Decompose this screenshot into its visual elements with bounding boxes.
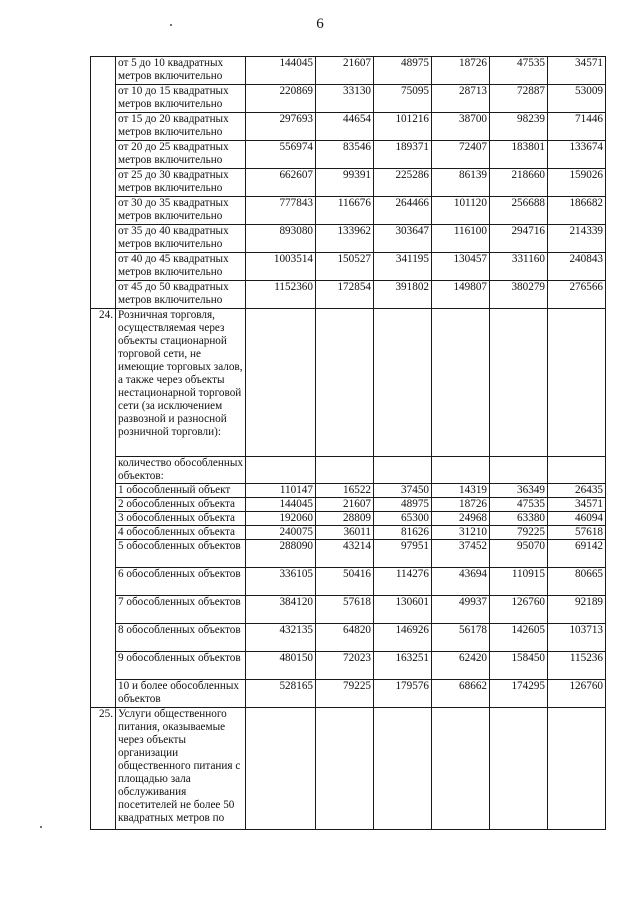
value-cell: 34571 [548,498,606,512]
empty-cell [548,309,606,457]
value-cell: 49937 [432,596,490,624]
row-label: 1 обособленный объект [116,484,246,498]
row-label: от 5 до 10 квадратных метров включительно [116,57,246,85]
table-row [91,57,606,85]
value-cell: 662607 [246,169,316,197]
value-cell: 48975 [374,498,432,512]
row-label: 5 обособленных объектов [116,540,246,568]
empty-cell [316,708,374,830]
value-cell: 303647 [374,225,432,253]
value-cell: 174295 [490,680,548,708]
value-cell: 149807 [432,281,490,309]
table-row [91,596,606,624]
value-cell: 36011 [316,526,374,540]
value-cell: 14319 [432,484,490,498]
value-cell: 133962 [316,225,374,253]
value-cell: 83546 [316,141,374,169]
value-cell: 384120 [246,596,316,624]
value-cell: 144045 [246,57,316,85]
table-row [91,568,606,596]
value-cell: 341195 [374,253,432,281]
value-cell: 98239 [490,113,548,141]
row-label: от 35 до 40 квадратных метров включительно [116,225,246,253]
value-cell: 336105 [246,568,316,596]
value-cell: 142605 [490,624,548,652]
table-row [91,526,606,540]
value-cell: 43214 [316,540,374,568]
value-cell: 53009 [548,85,606,113]
value-cell: 79225 [316,680,374,708]
row-label: 7 обособленных объектов [116,596,246,624]
value-cell: 432135 [246,624,316,652]
row-label: от 15 до 20 квадратных метров включительно [116,113,246,141]
empty-cell [246,708,316,830]
table-row [91,141,606,169]
value-cell: 214339 [548,225,606,253]
value-cell: 163251 [374,652,432,680]
value-cell: 556974 [246,141,316,169]
value-cell: 192060 [246,512,316,526]
value-cell: 72407 [432,141,490,169]
value-cell: 64820 [316,624,374,652]
value-cell: 26435 [548,484,606,498]
value-cell: 126760 [490,596,548,624]
value-cell: 146926 [374,624,432,652]
row-label: 4 обособленных объекта [116,526,246,540]
value-cell: 115236 [548,652,606,680]
empty-cell [246,309,316,457]
table-body [91,57,606,830]
value-cell: 56178 [432,624,490,652]
empty-cell [374,708,432,830]
value-cell: 79225 [490,526,548,540]
value-cell: 43694 [432,568,490,596]
value-cell: 46094 [548,512,606,526]
value-cell: 777843 [246,197,316,225]
value-cell: 110915 [490,568,548,596]
value-cell: 33130 [316,85,374,113]
value-cell: 71446 [548,113,606,141]
row-label: от 25 до 30 квадратных метров включительно [116,169,246,197]
empty-cell [548,708,606,830]
value-cell: 81626 [374,526,432,540]
table-row [91,457,606,484]
value-cell: 528165 [246,680,316,708]
value-cell: 179576 [374,680,432,708]
value-cell: 18726 [432,498,490,512]
value-cell: 57618 [548,526,606,540]
tariff-table [90,56,606,830]
table-row [91,253,606,281]
value-cell: 218660 [490,169,548,197]
value-cell: 99391 [316,169,374,197]
row-label: 2 обособленных объекта [116,498,246,512]
empty-cell [490,309,548,457]
value-cell: 37452 [432,540,490,568]
value-cell: 1003514 [246,253,316,281]
row-label: от 20 до 25 квадратных метров включительно [116,141,246,169]
value-cell: 86139 [432,169,490,197]
value-cell: 21607 [316,57,374,85]
value-cell: 159026 [548,169,606,197]
value-cell: 480150 [246,652,316,680]
row-label: 6 обособленных объектов [116,568,246,596]
value-cell: 110147 [246,484,316,498]
value-cell: 18726 [432,57,490,85]
table-row [91,680,606,708]
value-cell: 220869 [246,85,316,113]
value-cell: 21607 [316,498,374,512]
table-row [91,85,606,113]
value-cell: 114276 [374,568,432,596]
value-cell: 276566 [548,281,606,309]
value-cell: 31210 [432,526,490,540]
value-cell: 130457 [432,253,490,281]
empty-cell [374,457,432,484]
value-cell: 65300 [374,512,432,526]
value-cell: 72887 [490,85,548,113]
value-cell: 256688 [490,197,548,225]
value-cell: 101216 [374,113,432,141]
table-row [91,484,606,498]
row-label: от 40 до 45 квадратных метров включительно [116,253,246,281]
table-row [91,498,606,512]
value-cell: 150527 [316,253,374,281]
value-cell: 50416 [316,568,374,596]
value-cell: 68662 [432,680,490,708]
empty-cell [246,457,316,484]
value-cell: 144045 [246,498,316,512]
row-label: 8 обособленных объектов [116,624,246,652]
value-cell: 380279 [490,281,548,309]
value-cell: 133674 [548,141,606,169]
table-row [91,309,606,457]
value-cell: 288090 [246,540,316,568]
table-row [91,512,606,526]
value-cell: 63380 [490,512,548,526]
empty-cell [490,457,548,484]
value-cell: 331160 [490,253,548,281]
value-cell: 116676 [316,197,374,225]
row-label: 3 обособленных объекта [116,512,246,526]
value-cell: 116100 [432,225,490,253]
section-number: 25. [91,708,116,830]
table-row [91,281,606,309]
value-cell: 38700 [432,113,490,141]
value-cell: 95070 [490,540,548,568]
value-cell: 44654 [316,113,374,141]
value-cell: 28809 [316,512,374,526]
value-cell: 80665 [548,568,606,596]
empty-cell [432,708,490,830]
table-row [91,540,606,568]
value-cell: 186682 [548,197,606,225]
value-cell: 183801 [490,141,548,169]
table-row [91,169,606,197]
value-cell: 189371 [374,141,432,169]
value-cell: 34571 [548,57,606,85]
value-cell: 172854 [316,281,374,309]
value-cell: 36349 [490,484,548,498]
value-cell: 16522 [316,484,374,498]
table-row [91,113,606,141]
row-label: от 10 до 15 квадратных метров включительно [116,85,246,113]
value-cell: 240075 [246,526,316,540]
table-row [91,225,606,253]
value-cell: 101120 [432,197,490,225]
value-cell: 92189 [548,596,606,624]
value-cell: 24968 [432,512,490,526]
section-number: 24. [91,309,116,708]
value-cell: 47535 [490,498,548,512]
value-cell: 893080 [246,225,316,253]
table-row [91,708,606,830]
value-cell: 47535 [490,57,548,85]
section-title: Розничная торговля, осуществляемая через объекты стационарной торговой сети, не имеющие торговых залов, а также через объекты нестационарной торговой сети (за исключением развозной и разносной розничной торговли): [116,309,246,457]
value-cell: 1152360 [246,281,316,309]
empty-cell [490,708,548,830]
value-cell: 62420 [432,652,490,680]
empty-cell [374,309,432,457]
empty-cell [316,309,374,457]
value-cell: 57618 [316,596,374,624]
margin-mark [170,24,172,26]
value-cell: 72023 [316,652,374,680]
empty-cell [432,457,490,484]
row-label: 9 обособленных объектов [116,652,246,680]
empty-cell [548,457,606,484]
row-index-blank [91,57,116,309]
section-subheader: количество обособленных объектов: [116,457,246,484]
section-title: Услуги общественного питания, оказываемые через объекты организации общественного питания с площадью зала обслуживания посетителей не более 50 квадратных метров по [116,708,246,830]
value-cell: 28713 [432,85,490,113]
row-label: 10 и более обособленных объектов [116,680,246,708]
value-cell: 37450 [374,484,432,498]
value-cell: 126760 [548,680,606,708]
value-cell: 297693 [246,113,316,141]
value-cell: 75095 [374,85,432,113]
value-cell: 225286 [374,169,432,197]
value-cell: 294716 [490,225,548,253]
table-row [91,624,606,652]
value-cell: 264466 [374,197,432,225]
row-label: от 30 до 35 квадратных метров включительно [116,197,246,225]
margin-mark [40,826,42,828]
value-cell: 48975 [374,57,432,85]
value-cell: 97951 [374,540,432,568]
value-cell: 103713 [548,624,606,652]
page-number: 6 [316,16,324,32]
value-cell: 69142 [548,540,606,568]
table-row [91,197,606,225]
table-row [91,652,606,680]
empty-cell [432,309,490,457]
value-cell: 158450 [490,652,548,680]
row-label: от 45 до 50 квадратных метров включительно [116,281,246,309]
value-cell: 240843 [548,253,606,281]
value-cell: 130601 [374,596,432,624]
value-cell: 391802 [374,281,432,309]
empty-cell [316,457,374,484]
